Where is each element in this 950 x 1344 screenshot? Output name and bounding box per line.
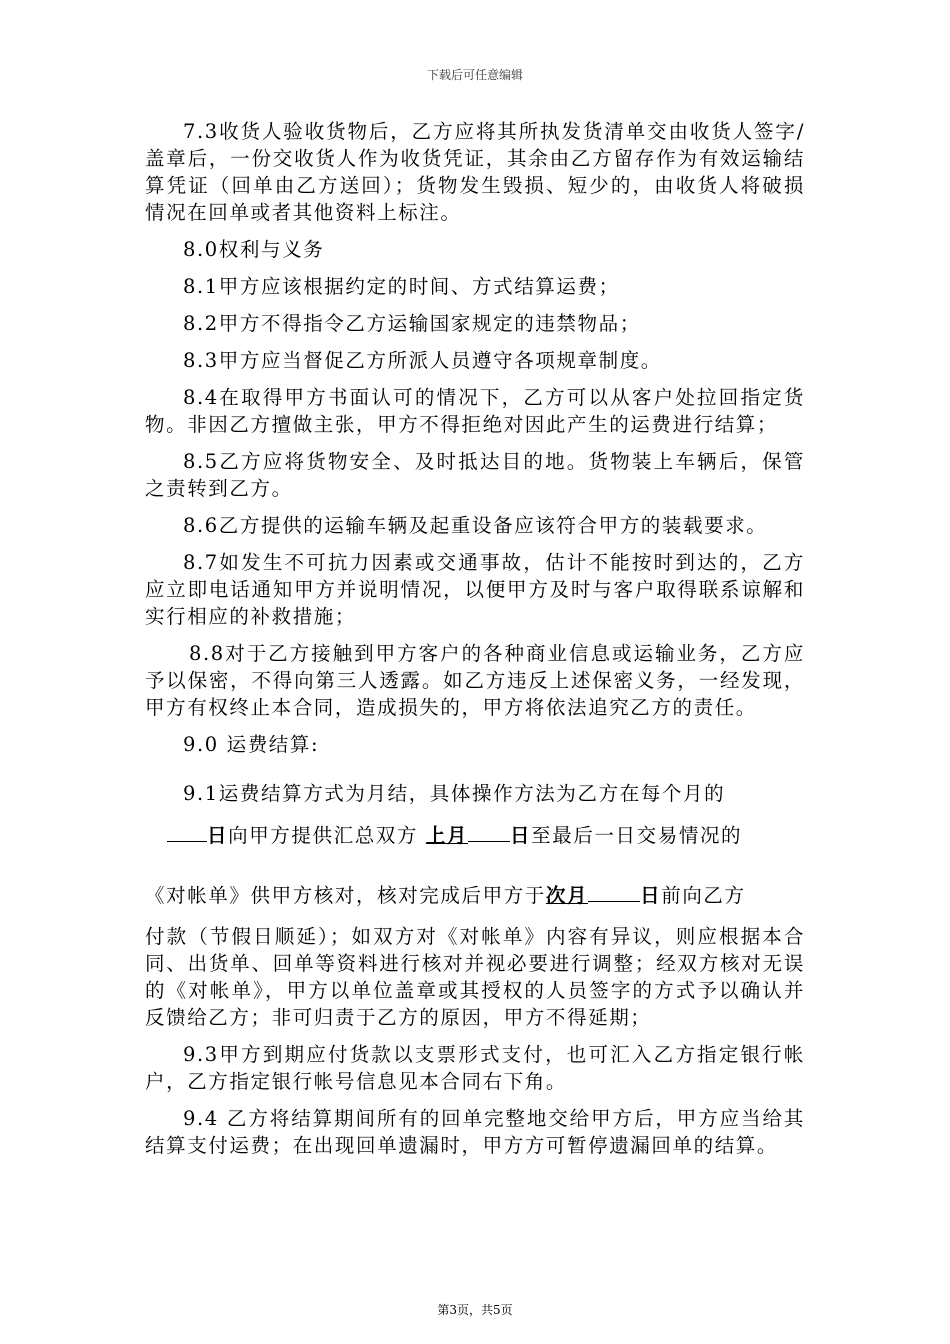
day-label: 日 [207,824,229,847]
clause-9-4: 9.4 乙方将结算期间所有的回单完整地交给甲方后，甲方应当给其结算支付运费；在出现回单遗漏时，甲方方可暂停遗漏回单的结算。 [145,1107,805,1157]
clause-9-1-line3 [145,881,805,909]
line3-tail: 前向乙方 [661,884,746,907]
page-header: 下载后可任意编辑 [426,68,523,82]
blank-pay-day-field[interactable] [588,881,640,902]
clause-8-1: 8.1甲方应该根据约定的时间、方式结算运费； [183,275,620,298]
clause-8-8: 8.8对于乙方接触到甲方客户的各种商业信息或运输业务，乙方应予以保密，不得向第三人透露。如乙方违反上述保密义务，一经发现，甲方有权终止本合同，造成损失的，甲方将依法追究乙方的责任。 [145,642,805,719]
clause-9-1-line2 [145,821,805,849]
blank-day-field[interactable] [167,821,207,842]
clause-9-3: 9.3甲方到期应付货款以支票形式支付，也可汇入乙方指定银行帐户，乙方指定银行帐号信息见本合同右下角。 [145,1043,805,1093]
clause-8-5: 8.5乙方应将货物安全、及时抵达目的地。货物装上车辆后，保管之责转到乙方。 [145,450,805,500]
day-label-2: 日 [510,824,532,847]
line2-tail: 至最后一日交易情况的 [531,824,743,847]
clause-8-0-heading: 8.0权利与义务 [183,238,325,261]
clause-8-2: 8.2甲方不得指令乙方运输国家规定的违禁物品； [183,312,641,335]
last-month-label: 上月 [425,824,469,847]
clause-7-3: 7.3收货人验收货物后，乙方应将其所执发货清单交由收货人签字/盖章后，一份交收货人作为收货凭证，其余由乙方留存作为有效运输结算凭证（回单由乙方送回）；货物发生毁损、短少的，由收货人将破损情况在回单或者其他资料上标注。 [145,120,805,224]
day-label-3: 日 [640,884,662,907]
line3-text: 《对帐单》供甲方核对，核对完成后甲方于 [145,884,546,907]
clause-9-1-rest: 付款（节假日顺延）；如双方对《对帐单》内容有异议，则应根据本合同、出货单、回单等资料进行核对并视必要进行调整；经双方核对无误的《对帐单》，甲方以单位盖章或其授权的人员签字的方式予以确认并反馈给乙方；非可归责于乙方的原因，甲方不得延期； [145,925,805,1029]
document-body [145,118,805,1159]
next-month-label: 次月 [545,884,589,907]
clause-9-1-line1: 9.1运费结算方式为月结，具体操作方法为乙方在每个月的 [183,782,726,805]
line2-text: 向甲方提供汇总双方 [228,824,419,847]
clause-8-7: 8.7如发生不可抗力因素或交通事故，估计不能按时到达的，乙方应立即电话通知甲方并说明情况，以便甲方及时与客户取得联系谅解和实行相应的补救措施； [145,551,805,628]
clause-8-3: 8.3甲方应当督促乙方所派人员遵守各项规章制度。 [183,349,662,372]
clause-9-0-heading: 9.0 运费结算: [183,733,320,756]
page-footer: 第3页，共5页 [437,1303,513,1317]
clause-8-6: 8.6乙方提供的运输车辆及起重设备应该符合甲方的装载要求。 [183,514,768,537]
blank-start-day-field[interactable] [468,821,510,842]
clause-8-4: 8.4在取得甲方书面认可的情况下，乙方可以从客户处拉回指定货物。非因乙方擅做主张，甲方不得拒绝对因此产生的运费进行结算； [145,386,805,436]
